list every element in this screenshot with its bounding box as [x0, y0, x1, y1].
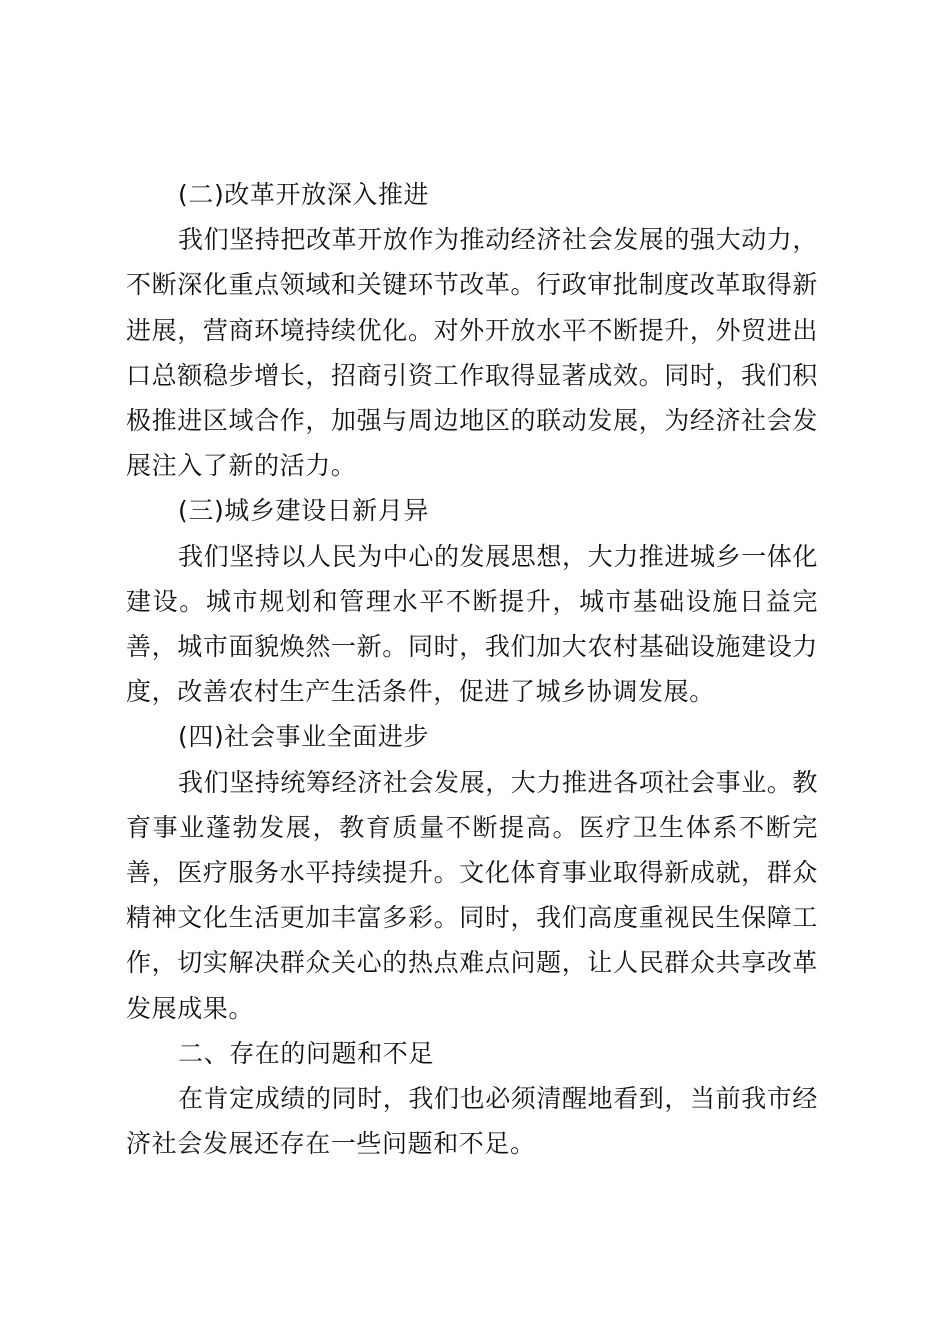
paragraph-problems: 在肯定成绩的同时，我们也必须清醒地看到，当前我市经济社会发展还存在一些问题和不足。 [126, 1084, 819, 1159]
paragraph-social-affairs: 我们坚持统筹经济社会发展，大力推进各项社会事业。教育事业蓬勃发展，教育质量不断提高。医疗卫生体系不断完善，医疗服务水平持续提升。文化体育事业取得新成就，群众精神文化生活更加丰富多彩。同时，我们高度重视民生保障工作，切实解决群众关心的热点难点问题，让人民群众共享改革发展成果。 [126, 767, 819, 1023]
section-heading-problems: 二、存在的问题和不足 [178, 1038, 435, 1068]
section-heading-social-affairs: (四)社会事业全面进步 [178, 722, 430, 752]
section-heading-reform-opening: (二)改革开放深入推进 [178, 180, 430, 209]
section-heading-urban-rural: (三)城乡建设日新月异 [178, 496, 430, 526]
paragraph-reform-opening: 我们坚持把改革开放作为推动经济社会发展的强大动力，不断深化重点领域和关键环节改革。行政审批制度改革取得新进展，营商环境持续优化。对外开放水平不断提升，外贸进出口总额稳步增长，招商引资工作取得显著成效。同时，我们积极推进区域合作，加强与周边地区的联动发展，为经济社会发展注入了新的活力。 [126, 225, 819, 481]
paragraph-urban-rural: 我们坚持以人民为中心的发展思想，大力推进城乡一体化建设。城市规划和管理水平不断提升，城市基础设施日益完善，城市面貌焕然一新。同时，我们加大农村基础设施建设力度，改善农村生产生活条件，促进了城乡协调发展。 [126, 541, 819, 707]
document-body [126, 172, 818, 1166]
